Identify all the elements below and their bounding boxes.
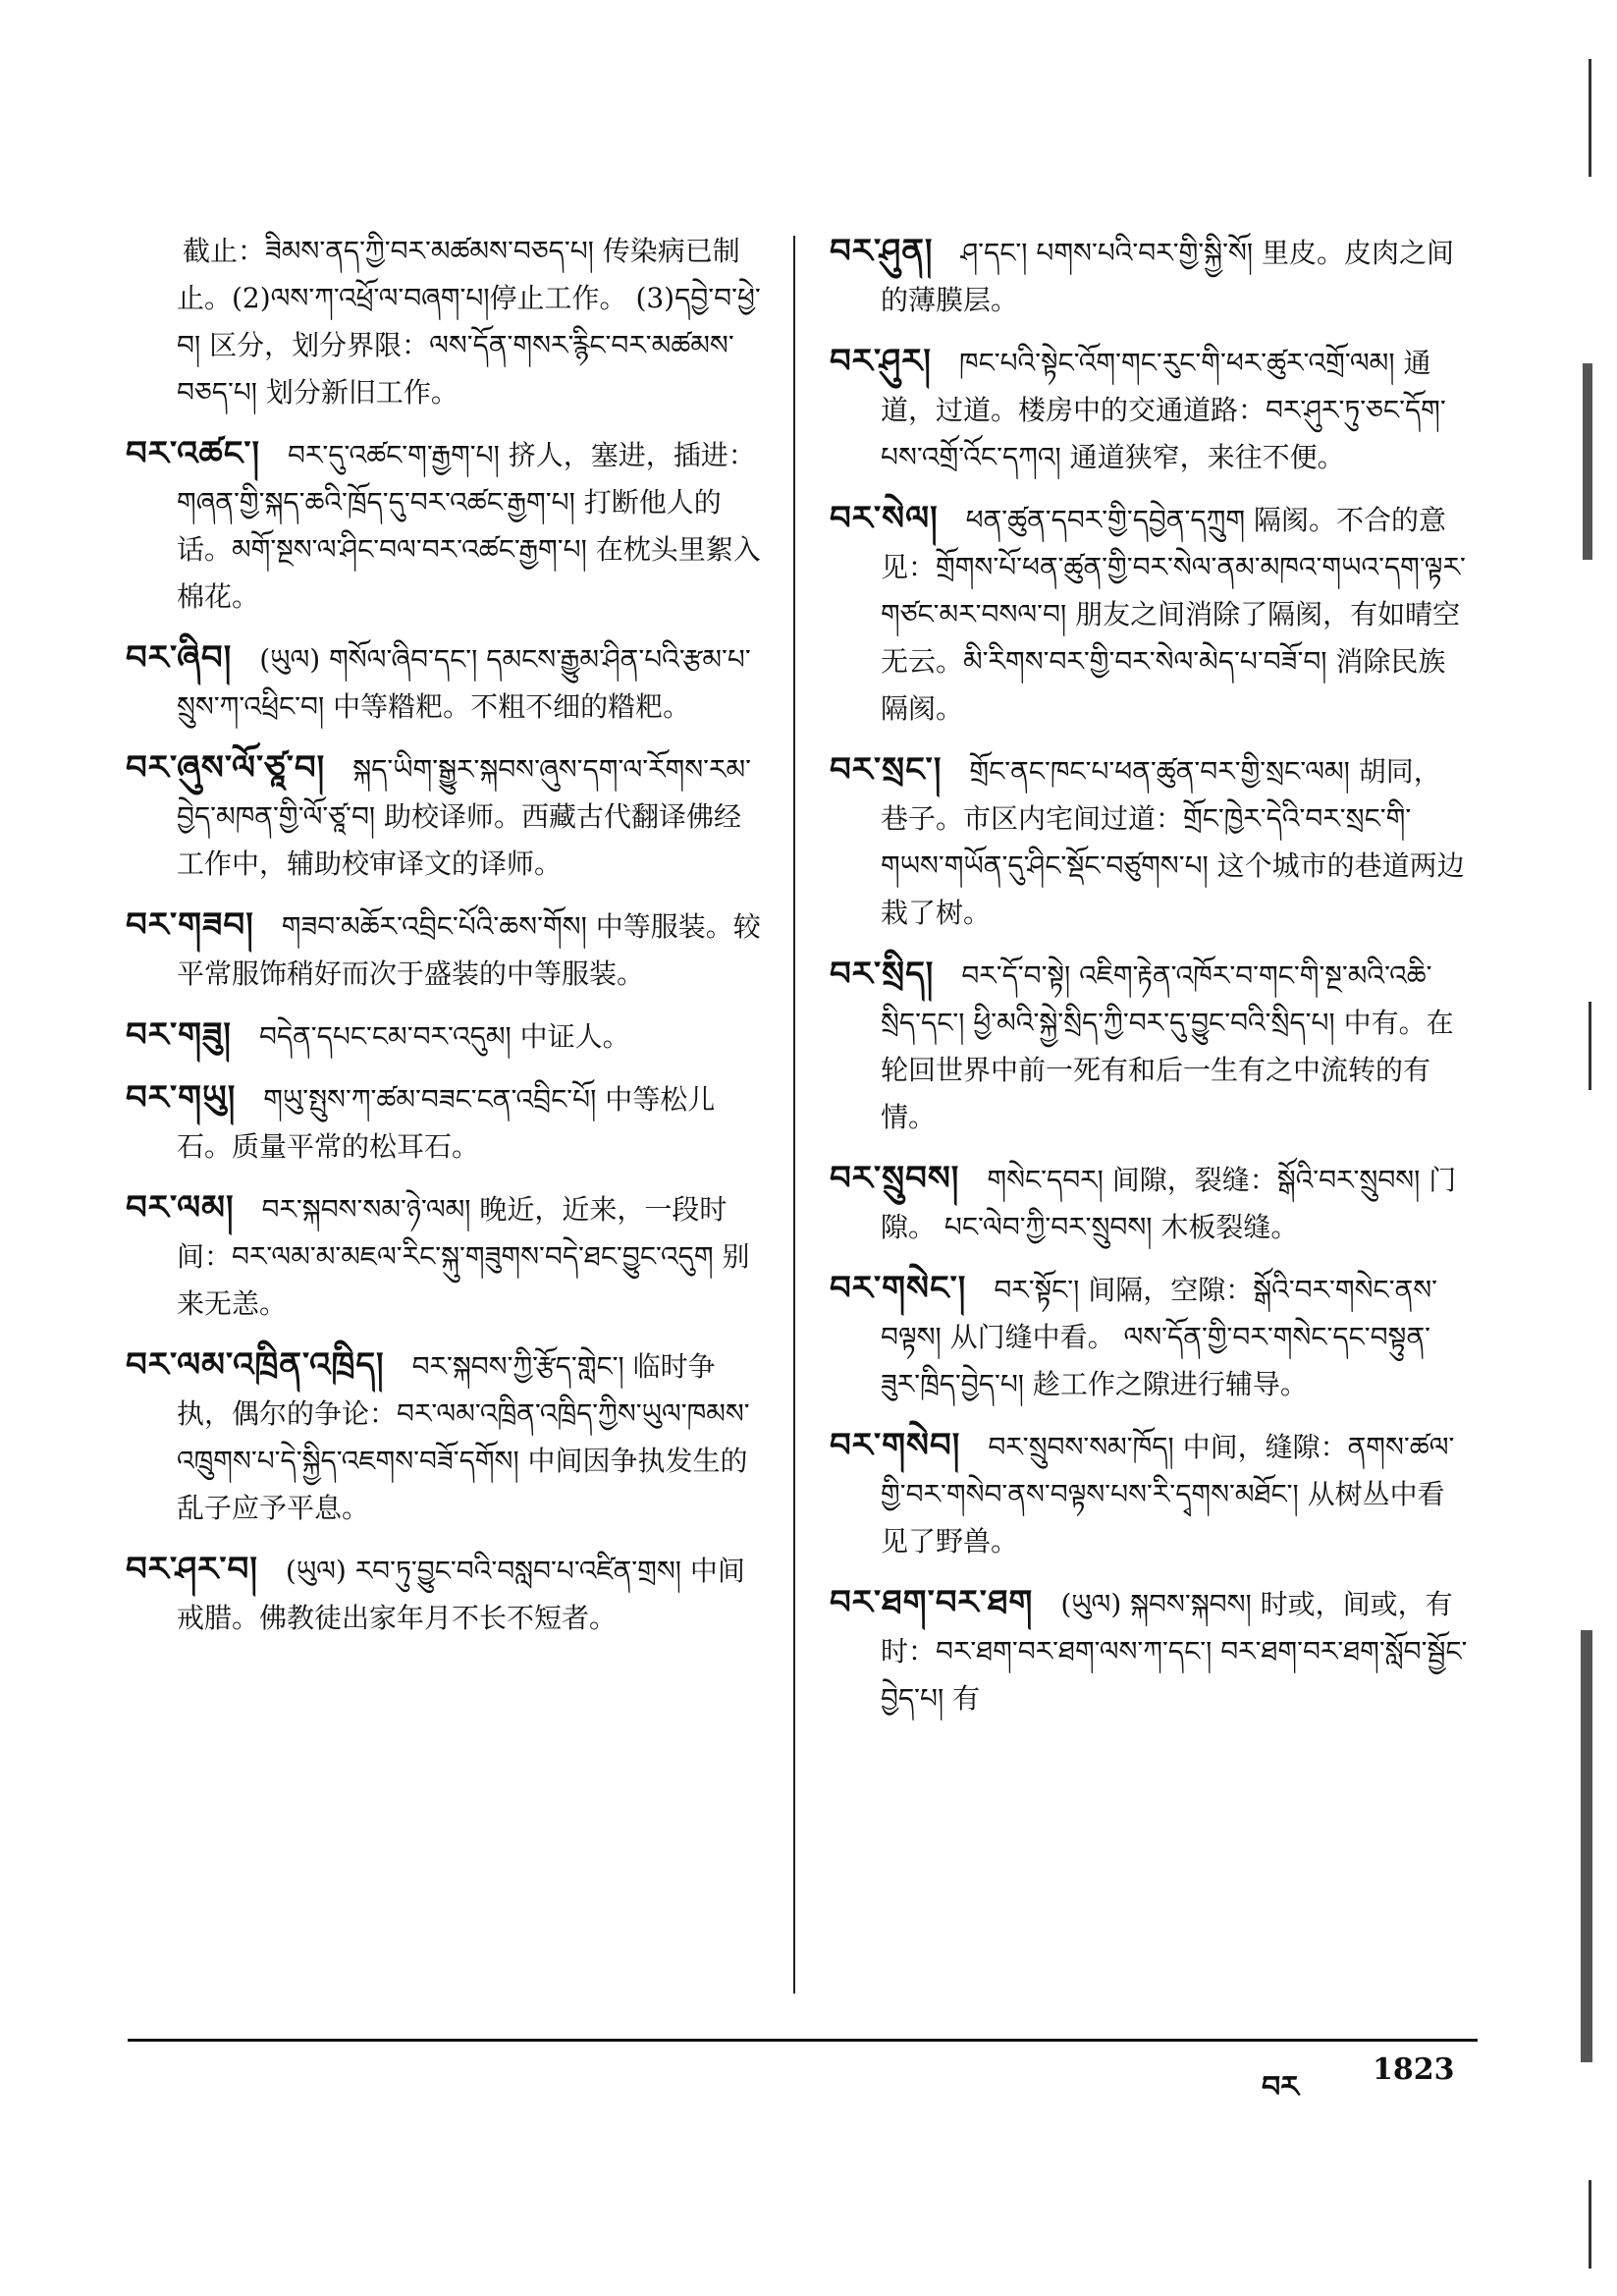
- entry-headword: བར་སྲང་།: [830, 750, 943, 790]
- dictionary-entry: [830, 1422, 1468, 1565]
- dictionary-entry: [830, 495, 1468, 733]
- entry-headword: བར་སྲིད།: [830, 955, 935, 994]
- entry-definition: གྲོང་ནང་ཁང་པ་ཕན་ཚུན་བར་གྱི་སྲང་ལམ། 胡同，巷子。市区内宅间过道：གྲོང་ཁྱེར་དེའི་བར་སྲང་གི་གཡས་གཡོན་དུ་ཤིང་སྡོང་བཙུགས་པ། 这个城市的巷道两边栽了树。: [881, 755, 1465, 929]
- entry-definition: བར་སྐབས་ཀྱི་རྩོད་གླེང་། 临时争执，偶尔的争论：བར་ལམ་འཁྲིན་འཁྲིད་ཀྱིས་ཡུལ་ཁམས་འཁྲུགས་པ་དེ་སྐྱིད་འཇགས་བཟོ་དགོས། 中间因争执发生的乱子应予平息。: [177, 1350, 750, 1524]
- dictionary-entry: [126, 1184, 764, 1328]
- dictionary-entry: [126, 228, 764, 416]
- dictionary-entry: [126, 744, 764, 888]
- footer-section-letter: བར: [1262, 2070, 1299, 2105]
- dictionary-entry: [830, 746, 1468, 937]
- entry-headword: བར་སྲུབས།: [830, 1159, 960, 1198]
- page-number: 1823: [1373, 2052, 1455, 2087]
- scan-edge-mark: [1581, 1630, 1592, 2062]
- entry-definition: སྐད་ཡིག་སྒྱུར་སྐབས་ཞུས་དག་ལ་རོགས་རམ་བྱེད་མཁན་གྱི་ལོ་ཙཱ་བ། 助校译师。西藏古代翻译佛经工作中，辅助校审译文的译师。: [177, 753, 752, 880]
- entry-headword: བར་ཤར་བ།: [126, 1550, 258, 1589]
- entry-headword: བར་ཞིབ།: [126, 638, 233, 678]
- column-divider: [793, 236, 795, 1994]
- dictionary-entry: [830, 1265, 1468, 1408]
- left-column: [126, 228, 764, 2035]
- dictionary-entry: [830, 228, 1468, 324]
- dictionary-entry: [126, 1074, 764, 1171]
- entry-definition: གཡུ་སྤུས་ཀ་ཚམ་བཟང་ངན་འབྲིང་པོ། 中等松儿石。质量平常的松耳石。: [177, 1083, 716, 1163]
- entry-headword: བར་ལམ་འཁྲིན་འཁྲིད།: [126, 1345, 385, 1385]
- scan-edge-mark: [1589, 2180, 1591, 2269]
- dictionary-entry: [830, 951, 1468, 1141]
- entry-headword: བར་གསེང་།: [830, 1269, 967, 1308]
- entry-definition: ཁང་པའི་སྟེང་འོག་གང་རུང་གི་ཕར་ཚུར་འགྲོ་ལམ། 通道，过道。楼房中的交通道路：བར་ཤུར་ཏུ་ཅང་དོག་པས་འགྲོ་འོང་དཀའ། 通道狭窄，来往不便。: [881, 347, 1446, 473]
- scan-edge-mark: [1583, 363, 1592, 560]
- entry-definition: བར་སྟོང་། 间隔，空隙：སྒོའི་བར་གསེང་ནས་བལྟས། 从门缝中看。 ལས་དོན་གྱི་བར་གསེང་དང་བསྟུན་ཟུར་ཁྲིད་བྱེད་པ། 趁工作之隙进行辅导。: [881, 1274, 1438, 1400]
- entry-headword: བར་ཤུར།: [830, 342, 932, 381]
- dictionary-entry: [126, 1011, 764, 1061]
- entry-definition: བར་དུ་འཚང་ག་རྒྱག་པ། 挤人，塞进，插进：གཞན་གྱི་སྐད་ཆའི་ཁྲོད་དུ་བར་འཚང་རྒྱག་པ། 打断他人的话。མགོ་སྔས་ལ་ཤིང་བལ་བར་འཚང་རྒྱག་པ། 在枕头里絮入棉花。: [177, 439, 761, 613]
- entry-definition: བདེན་དཔང་ངམ་བར་འདུམ། 中证人。: [258, 1020, 630, 1053]
- scan-edge-mark: [1589, 1002, 1591, 1090]
- entry-headword: བར་སེལ།: [830, 499, 939, 538]
- dictionary-entry: [830, 1155, 1468, 1251]
- entry-definition: 截止：ཟིམས་ནད་ཀྱི་བར་མཚམས་བཅད་པ། 传染病已制止。(2)ལས་ཀ་འཕྲོ་ལ་བཞག་པ།停止工作。 (3)དབྱེ་བ་ཕྱེ་བ། 区分，划分界限：ལས་དོན་གསར་རྙིང་བར་མཚམས་བཅད་པ། 划分新旧工作。: [177, 235, 761, 409]
- entry-headword: བར་འཚང་།: [126, 434, 261, 473]
- footer-rule: [128, 2039, 1478, 2042]
- entry-headword: བར་ལམ།: [126, 1188, 235, 1228]
- dictionary-entry: [126, 634, 764, 731]
- entry-headword: བར་ཞུས་ལོ་ཙཱ་བ།: [126, 748, 326, 788]
- right-column: [830, 228, 1468, 2035]
- entry-definition: (ཡུལ) རབ་ཏུ་བྱུང་བའི་བསླབ་པ་འཛིན་གྲས། 中间戒腊。佛教徒出家年月不长不短者。: [177, 1555, 745, 1634]
- entry-definition: (ཡུལ) གསོལ་ཞིབ་དང་། དམངས་རྒྱུམ་ཤིན་པའི་རྩམ་པ་སྲུས་ཀ་འཕྲིང་བ། 中等糌粑。不粗不细的糌粑。: [177, 643, 751, 723]
- entry-headword: བར་གཟབ།: [126, 905, 254, 945]
- entry-headword: བར་ཐག་བར་ཐག: [830, 1583, 1034, 1622]
- dictionary-entry: [126, 1546, 764, 1642]
- entry-definition: གཟབ་མཆོར་འབྲིང་པོའི་ཆས་གོས། 中等服装。较平常服饰稍好而次于盛装的中等服装。: [177, 910, 761, 990]
- entry-definition: (ཡུལ) སྐབས་སྐབས། 时或，间或，有时：བར་ཐག་བར་ཐག་ལས་ཀ་དང་། བར་ཐག་བར་ཐག་སློབ་སྦྱོང་བྱེད་པ། 有: [881, 1588, 1468, 1715]
- entry-definition: ཕན་ཚུན་དབར་གྱི་དབྱེན་དཀྲུག 隔阂。不合的意见：གྲོགས་པོ་ཕན་ཚུན་གྱི་བར་སེལ་ནམ་མཁའ་གཡའ་དག་ལྟར་གཙང་མར་བསལ་བ། 朋友之间消除了隔阂，有如晴空无云。མི་རིགས་བར་གྱི་བར་སེལ་མེད་པ་བཟོ་བ། 消除民族隔阂。: [881, 504, 1466, 725]
- scan-edge-mark: [1589, 59, 1591, 177]
- entry-definition: བར་དོ་བ་སྟེ། འཇིག་རྟེན་འཁོར་བ་གང་གི་སྔ་མའི་འཆི་སྲིད་དང་། ཕྱི་མའི་སྐྱེ་སྲིད་ཀྱི་བར་དུ་བྱུང་བའི་སྲིད་པ། 中有。在轮回世界中前一死有和后一生有之中流转的有情。: [881, 959, 1454, 1133]
- entry-headword: བར་གསེབ།: [830, 1426, 961, 1465]
- entry-headword: བར་གཟུ།: [126, 1015, 232, 1055]
- dictionary-entry: [830, 338, 1468, 481]
- entry-headword: བར་གཡུ།: [126, 1078, 237, 1118]
- entry-definition: གསེང་དབར། 间隙，裂缝：སྒོའི་བར་སྲུབས། 门隙。 པང་ལེབ་ཀྱི་བར་སྲུབས། 木板裂缝。: [881, 1164, 1457, 1243]
- entry-definition: བར་སྲུབས་སམ་ཁོད། 中间，缝隙：ནགས་ཚལ་གྱི་བར་གསེབ་ནས་བལྟས་པས་རི་དྭགས་མཐོང་། 从树丛中看见了野兽。: [881, 1431, 1455, 1558]
- dictionary-entry: [126, 430, 764, 621]
- entry-headword: བར་ཤུན།: [830, 232, 934, 271]
- entry-definition: ཤ་དང་། པགས་པའི་བར་གྱི་སྐྱི་སོ། 里皮。皮肉之间的薄膜层。: [881, 237, 1454, 316]
- entry-definition: བར་སྐབས་སམ་ཉེ་ལམ། 晚近，近来，一段时间：བར་ལམ་མ་མཇལ་རིང་སྐུ་གཟུགས་བདེ་ཐང་བྱུང་འདུག 别来无恙。: [177, 1193, 750, 1320]
- dictionary-entry: [830, 1579, 1468, 1722]
- dictionary-entry: [126, 902, 764, 998]
- dictionary-entry: [126, 1341, 764, 1532]
